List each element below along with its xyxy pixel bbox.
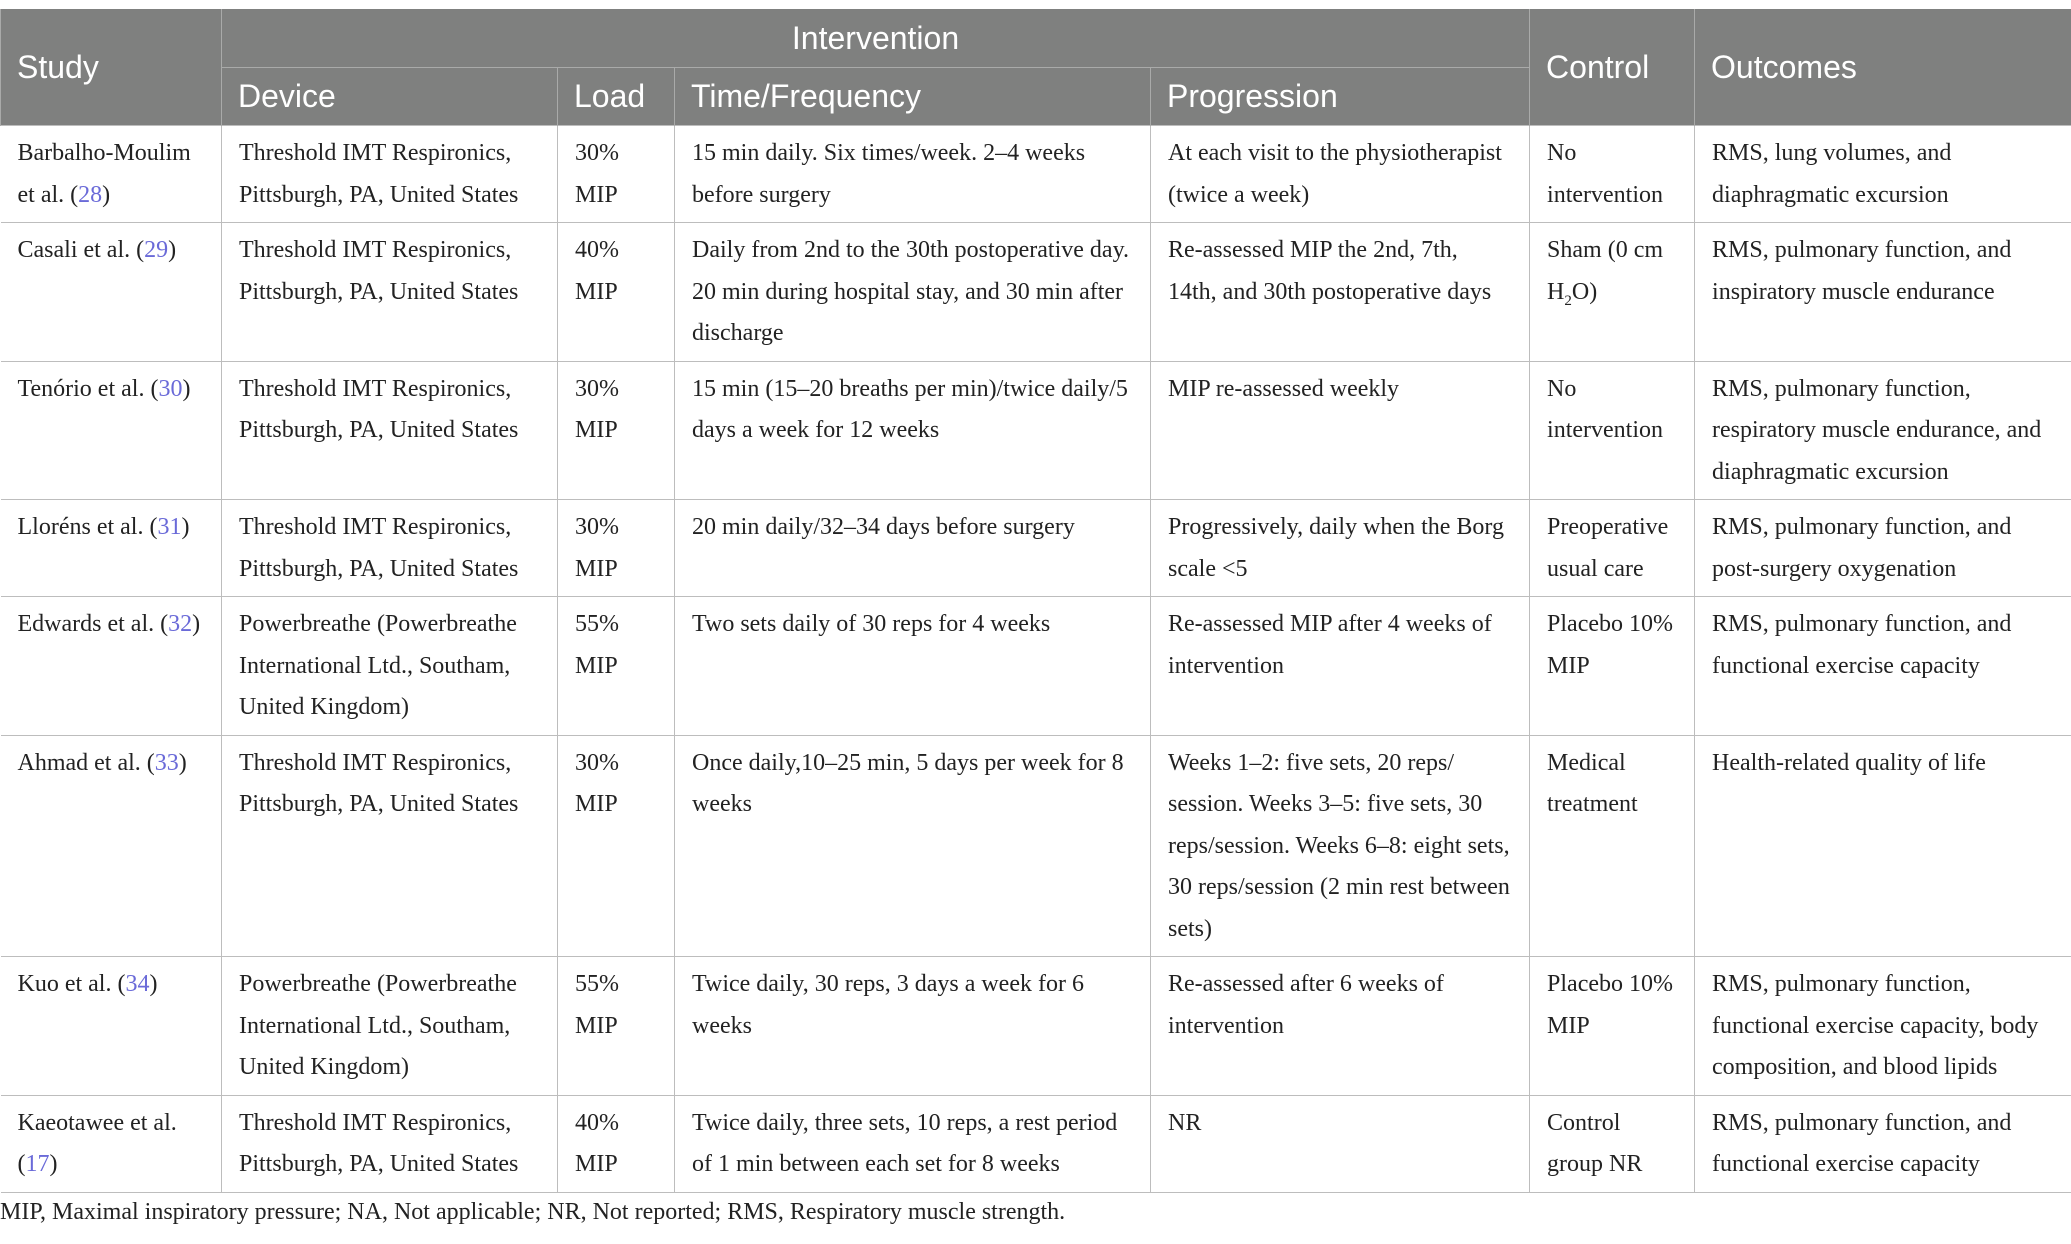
study-cell xyxy=(1,500,222,597)
load-cell: 30% MIP xyxy=(558,735,675,957)
study-name-end: ) xyxy=(192,611,201,637)
outcomes-cell: RMS, lung volumes, and diaphragmatic excursion xyxy=(1695,126,2071,223)
outcomes-cell: RMS, pulmonary function, and inspiratory muscle endurance xyxy=(1695,223,2071,362)
data-table xyxy=(0,9,2071,1193)
time-frequency-cell: 20 min daily/32–34 days before surgery xyxy=(675,500,1151,597)
time-frequency-cell: Twice daily, three sets, 10 reps, a rest period of 1 min between each set for 8 weeks xyxy=(675,1095,1151,1192)
header-outcomes: Outcomes xyxy=(1695,9,2071,126)
control-text: Medical treatment xyxy=(1547,749,1638,817)
header-study: Study xyxy=(1,9,222,126)
control-cell xyxy=(1530,957,1695,1096)
reference-link[interactable]: 33 xyxy=(154,749,179,776)
progression-cell: Re-assessed after 6 weeks of intervention xyxy=(1151,957,1530,1096)
control-cell xyxy=(1530,223,1695,362)
device-cell: Threshold IMT Respironics, Pittsburgh, PA, United States xyxy=(222,361,558,500)
control-cell xyxy=(1530,361,1695,500)
study-name: Kaeotawee et al. ( xyxy=(17,1109,177,1177)
study-name: Lloréns et al. ( xyxy=(17,514,158,540)
table-row xyxy=(1,735,2071,957)
header-load: Load xyxy=(558,68,675,126)
progression-cell: Re-assessed MIP after 4 weeks of intervention xyxy=(1151,597,1530,736)
progression-cell: MIP re-assessed weekly xyxy=(1151,361,1530,500)
progression-cell: NR xyxy=(1151,1095,1530,1192)
outcomes-cell: RMS, pulmonary function, and functional exercise capacity xyxy=(1695,1095,2071,1192)
study-name: Tenório et al. ( xyxy=(17,375,159,402)
reference-link[interactable]: 32 xyxy=(168,611,193,637)
study-cell xyxy=(1,361,222,500)
load-cell: 30% MIP xyxy=(558,500,675,597)
device-cell: Powerbreathe (Powerbreathe International Ltd., Southam, United Kingdom) xyxy=(222,597,558,736)
load-cell: 55% MIP xyxy=(558,597,675,736)
reference-link[interactable]: 31 xyxy=(157,514,182,540)
study-name: Edwards et al. ( xyxy=(17,611,169,637)
outcomes-cell: RMS, pulmonary function, and post-surgery oxygenation xyxy=(1695,500,2071,597)
control-text: Sham (0 cm H xyxy=(1547,237,1664,305)
load-cell: 55% MIP xyxy=(558,957,675,1096)
device-cell: Powerbreathe (Powerbreathe International Ltd., Southam, United Kingdom) xyxy=(222,957,558,1096)
control-text-end: O) xyxy=(1571,278,1598,305)
table-row xyxy=(1,1095,2071,1192)
control-cell xyxy=(1530,735,1695,957)
device-cell: Threshold IMT Respironics, Pittsburgh, PA, United States xyxy=(222,1095,558,1192)
control-cell xyxy=(1530,1095,1695,1192)
study-name-end: ) xyxy=(149,971,158,997)
progression-cell: Progressively, daily when the Borg scale <5 xyxy=(1151,500,1530,597)
table-row xyxy=(1,361,2071,500)
outcomes-cell: RMS, pulmonary function, functional exercise capacity, body composition, and blood lipids xyxy=(1695,957,2071,1096)
time-frequency-cell: 15 min daily. Six times/week. 2–4 weeks before surgery xyxy=(675,126,1151,223)
table-container xyxy=(0,9,2071,1193)
time-frequency-cell: Twice daily, 30 reps, 3 days a week for 6 weeks xyxy=(675,957,1151,1096)
table-footnote: MIP, Maximal inspiratory pressure; NA, Not applicable; NR, Not reported; RMS, Respiratory muscle strength. xyxy=(0,1199,1066,1225)
outcomes-cell: RMS, pulmonary function, respiratory muscle endurance, and diaphragmatic excursion xyxy=(1695,361,2071,500)
table-row xyxy=(1,500,2071,597)
reference-link[interactable]: 30 xyxy=(158,375,183,402)
device-cell: Threshold IMT Respironics, Pittsburgh, PA, United States xyxy=(222,735,558,957)
time-frequency-cell: Once daily,10–25 min, 5 days per week for 8 weeks xyxy=(675,735,1151,957)
control-text: No intervention xyxy=(1547,140,1663,208)
study-cell xyxy=(1,735,222,957)
study-name-end: ) xyxy=(178,749,187,776)
study-name: Casali et al. ( xyxy=(17,237,145,263)
study-name-end: ) xyxy=(168,237,177,263)
study-name: Barbalho-Moulim et al. ( xyxy=(17,140,191,208)
header-device: Device xyxy=(222,68,558,126)
time-frequency-cell: 15 min (15–20 breaths per min)/twice daily/5 days a week for 12 weeks xyxy=(675,361,1151,500)
control-text: No intervention xyxy=(1547,375,1663,443)
device-cell: Threshold IMT Respironics, Pittsburgh, PA, United States xyxy=(222,500,558,597)
time-frequency-cell: Daily from 2nd to the 30th postoperative day. 20 min during hospital stay, and 30 min after discharge xyxy=(675,223,1151,362)
control-cell xyxy=(1530,126,1695,223)
table-row xyxy=(1,223,2071,362)
reference-link[interactable]: 29 xyxy=(144,237,169,263)
progression-cell: Re-assessed MIP the 2nd, 7th, 14th, and 30th postoperative days xyxy=(1151,223,1530,362)
table-body xyxy=(1,126,2071,1193)
reference-link[interactable]: 17 xyxy=(25,1151,50,1177)
study-name: Kuo et al. ( xyxy=(17,971,126,997)
study-cell xyxy=(1,597,222,736)
study-cell xyxy=(1,957,222,1096)
progression-cell: Weeks 1–2: five sets, 20 reps/ session. Weeks 3–5: five sets, 30 reps/session. Weeks 6–8: eight sets, 30 reps/session (2 min rest between sets) xyxy=(1151,735,1530,957)
control-cell xyxy=(1530,597,1695,736)
reference-link[interactable]: 28 xyxy=(78,181,103,208)
time-frequency-cell: Two sets daily of 30 reps for 4 weeks xyxy=(675,597,1151,736)
study-name-end: ) xyxy=(49,1151,58,1177)
control-text: Placebo 10% MIP xyxy=(1547,971,1673,1039)
header-time-frequency: Time/Frequency xyxy=(675,68,1151,126)
control-cell xyxy=(1530,500,1695,597)
load-cell: 40% MIP xyxy=(558,1095,675,1192)
device-cell: Threshold IMT Respironics, Pittsburgh, PA, United States xyxy=(222,126,558,223)
study-cell xyxy=(1,1095,222,1192)
progression-cell: At each visit to the physiotherapist (twice a week) xyxy=(1151,126,1530,223)
header-control: Control xyxy=(1530,9,1695,126)
control-text: Preoperative usual care xyxy=(1547,514,1669,582)
outcomes-cell: RMS, pulmonary function, and functional exercise capacity xyxy=(1695,597,2071,736)
load-cell: 30% MIP xyxy=(558,126,675,223)
table-row xyxy=(1,957,2071,1096)
header-intervention: Intervention xyxy=(222,9,1530,68)
load-cell: 30% MIP xyxy=(558,361,675,500)
control-subscript: 2 xyxy=(1564,292,1572,309)
load-cell: 40% MIP xyxy=(558,223,675,362)
study-name-end: ) xyxy=(182,375,191,402)
study-name-end: ) xyxy=(102,181,111,208)
control-text: Placebo 10% MIP xyxy=(1547,611,1673,679)
table-header xyxy=(1,9,2071,126)
table-row xyxy=(1,597,2071,736)
table-row xyxy=(1,126,2071,223)
study-name: Ahmad et al. ( xyxy=(17,749,155,776)
device-cell: Threshold IMT Respironics, Pittsburgh, PA, United States xyxy=(222,223,558,362)
control-text: Control group NR xyxy=(1547,1109,1643,1177)
outcomes-cell: Health-related quality of life xyxy=(1695,735,2071,957)
header-progression: Progression xyxy=(1151,68,1530,126)
reference-link[interactable]: 34 xyxy=(125,971,150,997)
study-cell xyxy=(1,126,222,223)
study-cell xyxy=(1,223,222,362)
study-name-end: ) xyxy=(181,514,190,540)
